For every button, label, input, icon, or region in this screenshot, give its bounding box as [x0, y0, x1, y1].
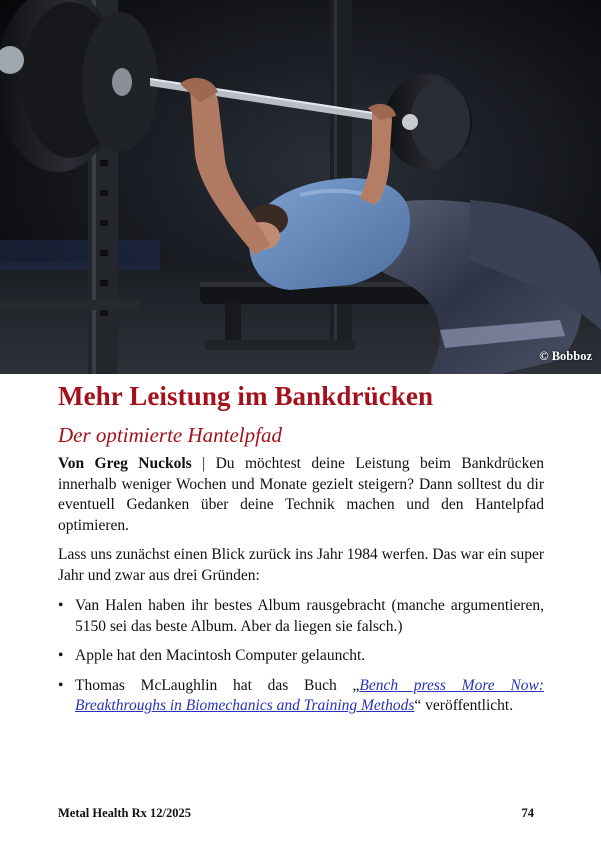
magazine-issue: Metal Health Rx 12/2025	[58, 806, 191, 820]
article-title: Mehr Leistung im Bankdrücken	[58, 381, 434, 411]
intro-paragraph	[58, 454, 544, 536]
article	[58, 374, 544, 726]
body-paragraph: Lass uns zunächst einen Blick zurück ins Jahr 1984 werfen. Das war ein super Jahr und zwar aus drei Gründen:	[58, 546, 544, 584]
list-item-text: Apple hat den Macintosh Computer gelauncht.	[75, 647, 366, 664]
bullet-marker: •	[58, 647, 64, 664]
bench-press-illustration	[0, 0, 601, 374]
list-item	[58, 676, 544, 717]
article-subtitle: Der optimierte Hantelpfad	[58, 423, 282, 447]
book-link[interactable]: Bench press More Now: Breakthroughs in Biomechanics and Training Methods	[75, 676, 544, 714]
reasons-list	[58, 596, 544, 717]
list-item-text-before: Thomas McLaughlin hat das Buch „	[75, 676, 360, 694]
list-item-text: Van Halen haben ihr bestes Album rausgebracht (manche argumentieren, 5150 sei das beste Album. Aber da liegen sie falsch.)	[75, 597, 544, 635]
author-byline: Von Greg Nuckols	[58, 455, 192, 472]
bullet-marker: •	[58, 597, 64, 614]
photo-credit: © Bobboz	[539, 349, 592, 363]
list-item-text-after: “ veröffentlicht.	[414, 697, 514, 714]
list-item	[58, 596, 544, 637]
byline-separator: |	[202, 455, 206, 472]
intro-text: Du möchtest deine Leistung beim Bankdrücken innerhalb weniger Wochen und Monate gezielt steigern? Dann solltest du dir eventuell Gedanken über deine Technik machen und den Hantelpfad optimieren.	[58, 455, 545, 534]
bullet-marker: •	[58, 676, 64, 694]
page-number: 74	[521, 806, 534, 820]
hero-photo	[0, 0, 601, 374]
list-item	[58, 646, 544, 667]
